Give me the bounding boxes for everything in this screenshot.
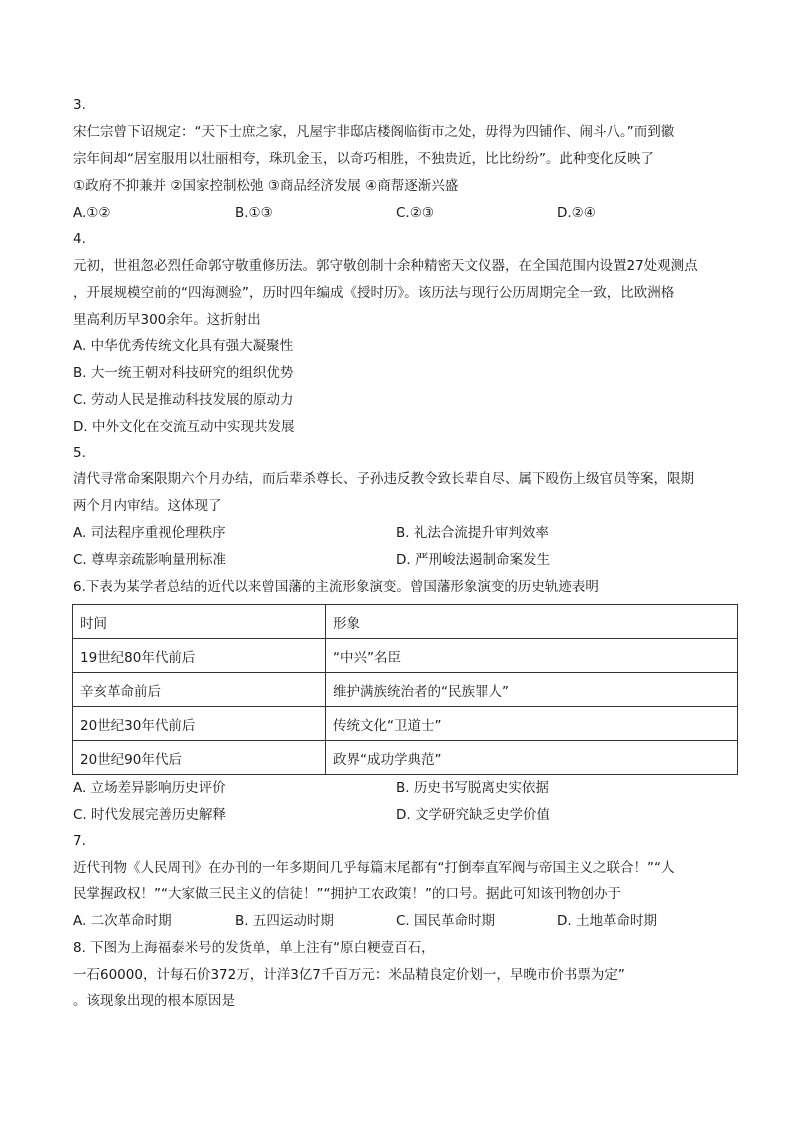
q4-option-b[interactable]: B. 大一统王朝对科技研究的组织优势 — [73, 365, 294, 381]
table-cell-time: 19世纪80年代前后 — [73, 639, 326, 673]
q6-option-b[interactable]: B. 历史书写脱离史实依据 — [396, 780, 549, 796]
q6-stem: 6.下表为某学者总结的近代以来曾国藩的主流形象演变。曾国藩形象演变的历史轨迹表明 — [73, 579, 599, 595]
q8-stem-line: 。该现象出现的根本原因是 — [73, 993, 235, 1009]
table-cell-image: 政界“成功学典范” — [326, 741, 738, 775]
q7-stem-line: 民掌握政权！”“大家做三民主义的信徒！”“拥护工农政策！”的口号。据此可知该刊物创办于 — [73, 886, 621, 902]
table-row — [73, 639, 738, 673]
q6-option-c[interactable]: C. 时代发展完善历史解释 — [73, 807, 227, 823]
q3-stem-line: 宗年间却“居室服用以壮丽相夸，珠玑金玉，以奇巧相胜，不独贵近，比比纷纷”。此种变化反映了 — [73, 151, 654, 167]
q5-option-d[interactable]: D. 严刑峻法遏制命案发生 — [396, 552, 550, 568]
q5-number: 5. — [73, 445, 86, 461]
table-header-image: 形象 — [326, 605, 738, 639]
table-cell-time: 20世纪90年代后 — [73, 741, 326, 775]
q7-stem-line: 近代刊物《人民周刊》在办刊的一年多期间几乎每篇末尾都有“打倒奉直军阀与帝国主义之联合！”“人 — [73, 860, 675, 876]
table-cell-time: 辛亥革命前后 — [73, 673, 326, 707]
table-cell-time: 20世纪30年代前后 — [73, 707, 326, 741]
q6-option-d[interactable]: D. 文学研究缺乏史学价值 — [396, 807, 550, 823]
table-row — [73, 707, 738, 741]
q7-option-c[interactable]: C. 国民革命时期 — [396, 913, 496, 929]
q5-option-c[interactable]: C. 尊卑亲疏影响量刑标准 — [73, 552, 227, 568]
q3-number: 3. — [73, 97, 86, 113]
q4-stem-line: ，开展规模空前的“四海测验”，历时四年编成《授时历》。该历法与现行公历周期完全一致，比欧洲格 — [73, 285, 675, 301]
table-header-row — [73, 605, 738, 639]
q5-stem-line: 清代寻常命案限期六个月办结，而后辈杀尊长、子孙违反教令致长辈自尽、属下殴伤上级官员等案，限期 — [73, 471, 694, 487]
q4-option-a[interactable]: A. 中华优秀传统文化具有强大凝聚性 — [73, 338, 294, 354]
q5-stem-line: 两个月内审结。这体现了 — [73, 498, 222, 514]
q7-option-d[interactable]: D. 土地革命时期 — [557, 913, 657, 929]
q4-number: 4. — [73, 231, 86, 247]
q8-stem-line: 8. 下图为上海福泰米号的发货单，单上注有“原白粳壹百石， — [73, 940, 435, 956]
q7-option-b[interactable]: B. 五四运动时期 — [235, 913, 334, 929]
image-evolution-table — [72, 604, 738, 775]
q3-option-c[interactable]: C.②③ — [396, 205, 434, 221]
q3-option-d[interactable]: D.②④ — [557, 205, 596, 221]
q3-option-a[interactable]: A.①② — [73, 205, 111, 221]
table-header-time: 时间 — [73, 605, 326, 639]
q3-stem-line: 宋仁宗曾下诏规定：“天下士庶之家，凡屋宇非邸店楼阁临街市之处，毋得为四铺作、闹斗八。”而到徽 — [73, 124, 675, 140]
q8-stem-line: 一石60000，计每石价372万，计洋3亿7千百万元：米品精良定价划一，早晚市价书票为定” — [73, 967, 625, 983]
q4-stem-line: 元初，世祖忽必烈任命郭守敬重修历法。郭守敬创制十余种精密天文仪器，在全国范围内设置27处观测点 — [73, 258, 698, 274]
table-row — [73, 673, 738, 707]
table-cell-image: 传统文化“卫道士” — [326, 707, 738, 741]
q7-number: 7. — [73, 833, 86, 849]
table-row — [73, 741, 738, 775]
q7-option-a[interactable]: A. 二次革命时期 — [73, 913, 172, 929]
q4-option-d[interactable]: D. 中外文化在交流互动中实现共发展 — [73, 419, 295, 435]
q3-option-b[interactable]: B.①③ — [235, 205, 273, 221]
q5-option-a[interactable]: A. 司法程序重视伦理秩序 — [73, 525, 226, 541]
q6-option-a[interactable]: A. 立场差异影响历史评价 — [73, 780, 226, 796]
table-cell-image: “中兴”名臣 — [326, 639, 738, 673]
q3-stem-line: ①政府不抑兼并 ②国家控制松弛 ③商品经济发展 ④商帮逐渐兴盛 — [73, 178, 459, 194]
table-cell-image: 维护满族统治者的“民族罪人” — [326, 673, 738, 707]
q5-option-b[interactable]: B. 礼法合流提升审判效率 — [396, 525, 549, 541]
q4-option-c[interactable]: C. 劳动人民是推动科技发展的原动力 — [73, 392, 294, 408]
q4-stem-line: 里高利历早300余年。这折射出 — [73, 312, 261, 328]
